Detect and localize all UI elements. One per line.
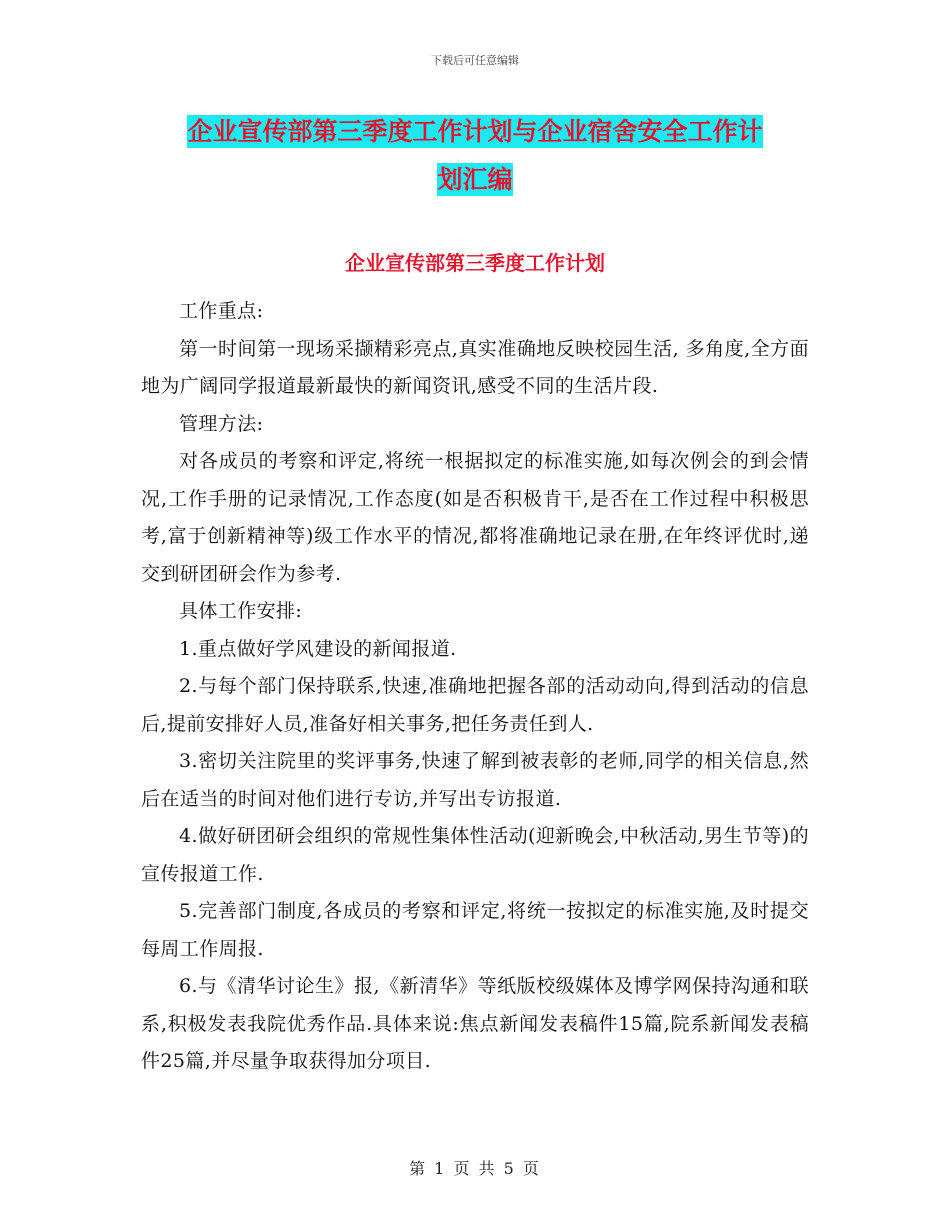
page-footer: 第 1 页 共 5 页 bbox=[409, 1159, 541, 1178]
paragraph: 6.与《清华讨论生》报,《新清华》等纸版校级媒体及博学网保持沟通和联系,积极发表我院优秀作品.具体来说:焦点新闻发表稿件15篇,院系新闻发表稿件25篇,并尽量争取获得加分项目. bbox=[141, 975, 809, 1072]
paragraph: 具体工作安排: bbox=[179, 600, 303, 622]
paragraph: 1.重点做好学风建设的新闻报道. bbox=[179, 637, 457, 660]
section-title: 企业宣传部第三季度工作计划 bbox=[345, 251, 605, 275]
paragraph: 2.与每个部门保持联系,快速,准确地把握各部的活动动向,得到活动的信息后,提前安排好人员,准备好相关事务,把任务责任到人. bbox=[141, 675, 809, 735]
paragraph: 管理方法: bbox=[179, 412, 264, 435]
paragraph: 工作重点: bbox=[179, 300, 264, 322]
paragraph: 对各成员的考察和评定,将统一根据拟定的标准实施,如每次例会的到会情况,工作手册的记录情况,工作态度(如是否积极肯干,是否在工作过程中积极思考,富于创新精神等)级工作水平的情况,都将准确地记录在册,在年终评优时,递交到研团研会作为参考. bbox=[141, 450, 809, 585]
paragraph: 5.完善部门制度,各成员的考察和评定,将统一按拟定的标准实施,及时提交每周工作周报. bbox=[141, 900, 809, 960]
paragraph: 4.做好研团研会组织的常规性集体性活动(迎新晚会,中秋活动,男生节等)的宣传报道工作. bbox=[141, 825, 809, 885]
paragraph: 3.密切关注院里的奖评事务,快速了解到被表彰的老师,同学的相关信息,然后在适当的时间对他们进行专访,并写出专访报道. bbox=[141, 750, 809, 810]
document-title bbox=[140, 108, 810, 204]
paragraph: 第一时间第一现场采撷精彩亮点,真实准确地反映校园生活, 多角度,全方面地为广阔同学报道最新最快的新闻资讯,感受不同的生活片段. bbox=[141, 337, 809, 397]
title-line-2: 划汇编 bbox=[437, 165, 513, 194]
title-line-1: 企业宣传部第三季度工作计划与企业宿舍安全工作计 bbox=[187, 117, 763, 146]
header-note: 下载后可任意编辑 bbox=[431, 54, 519, 67]
document-body bbox=[141, 293, 809, 1081]
